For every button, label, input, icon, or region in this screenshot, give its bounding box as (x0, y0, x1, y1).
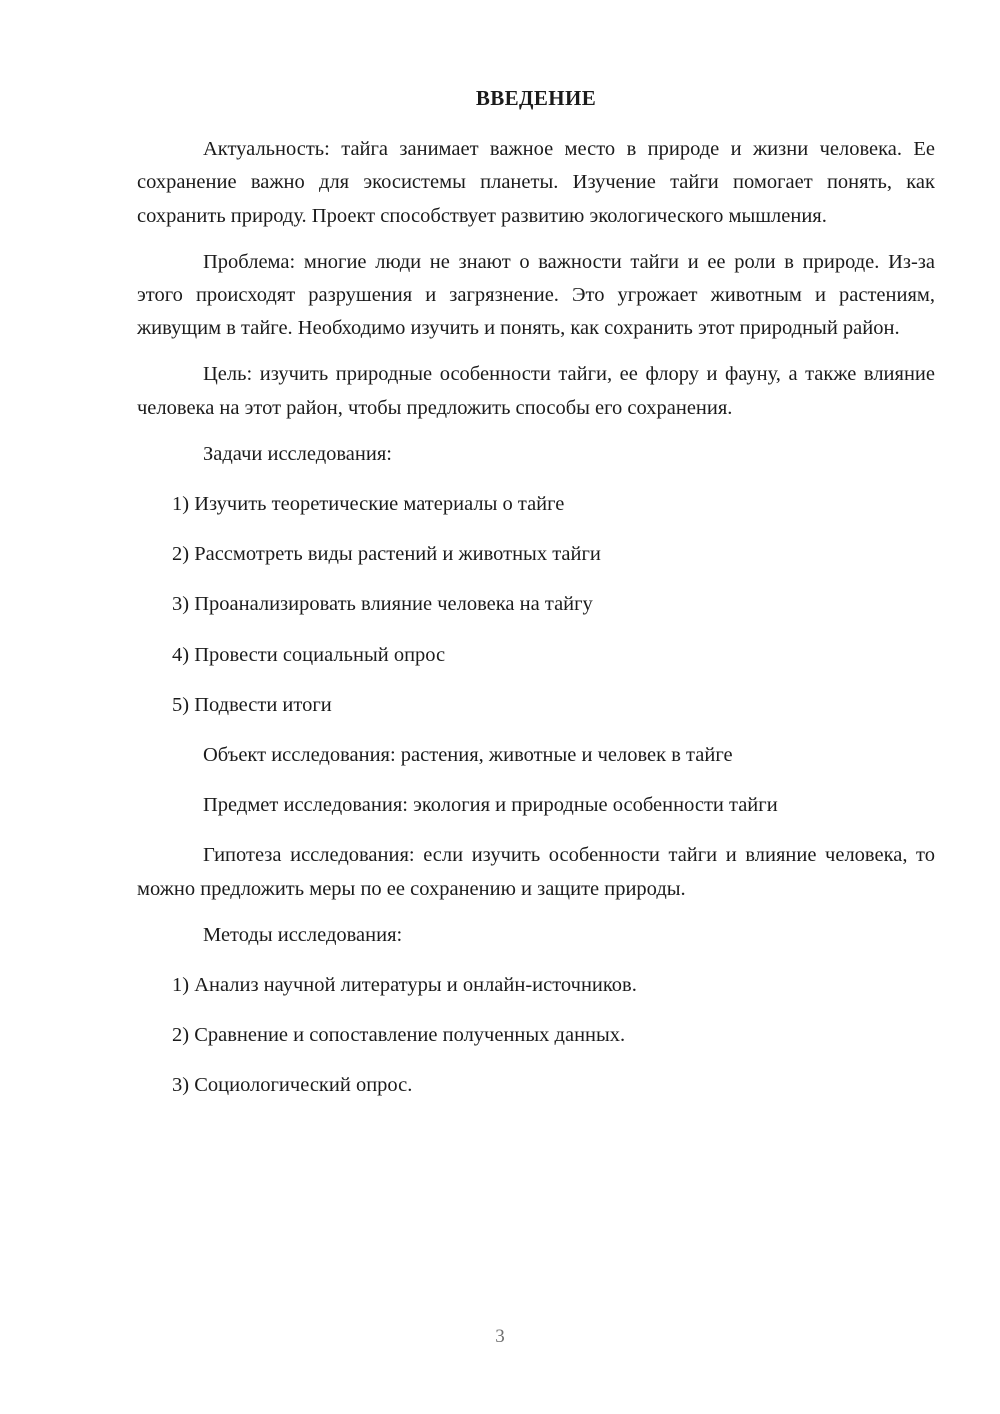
paragraph-goal: Цель: изучить природные особенности тайги, ее флору и фауну, а также влияние человека на этот район, чтобы предложить способы его сохранения. (137, 363, 935, 419)
tasks-list (137, 488, 935, 722)
list-item: 1) Анализ научной литературы и онлайн-источников. (172, 974, 637, 997)
object-of-research-line: Объект исследования: растения, животные и человек в тайге (203, 744, 733, 767)
document-body (137, 86, 935, 1120)
list-item: 4) Провести социальный опрос (172, 643, 446, 666)
list-item: 1) Изучить теоретические материалы о тайге (172, 493, 565, 516)
tasks-label: Задачи исследования: (203, 442, 392, 465)
list-item: 5) Подвести итоги (172, 693, 332, 716)
list-item: 2) Рассмотреть виды растений и животных тайги (172, 543, 601, 566)
page-number: 3 (495, 1326, 505, 1347)
paragraph-relevance: Актуальность: тайга занимает важное место в природе и жизни человека. Ее сохранение важно для экосистемы планеты. Изучение тайги помогает понять, как сохранить природу. Проект способствует развитию экологического мышления. (137, 138, 935, 227)
subject-of-research-line: Предмет исследования: экология и природные особенности тайги (203, 794, 778, 817)
methods-label: Методы исследования: (203, 923, 403, 946)
list-item: 3) Социологический опрос. (172, 1074, 413, 1097)
list-item: 3) Проанализировать влияние человека на тайгу (172, 593, 593, 616)
paragraph-hypothesis: Гипотеза исследования: если изучить особенности тайги и влияние человека, то можно предложить меры по ее сохранению и защите природы. (137, 844, 935, 900)
paragraph-problem: Проблема: многие люди не знают о важности тайги и ее роли в природе. Из-за этого происходят разрушения и загрязнение. Это угрожает животным и растениям, живущим в тайге. Необходимо изучить и понять, как сохранить этот природный район. (137, 250, 935, 340)
list-item: 2) Сравнение и сопоставление полученных данных. (172, 1024, 626, 1047)
page-title: ВВЕДЕНИЕ (475, 86, 597, 110)
methods-list (137, 969, 935, 1103)
